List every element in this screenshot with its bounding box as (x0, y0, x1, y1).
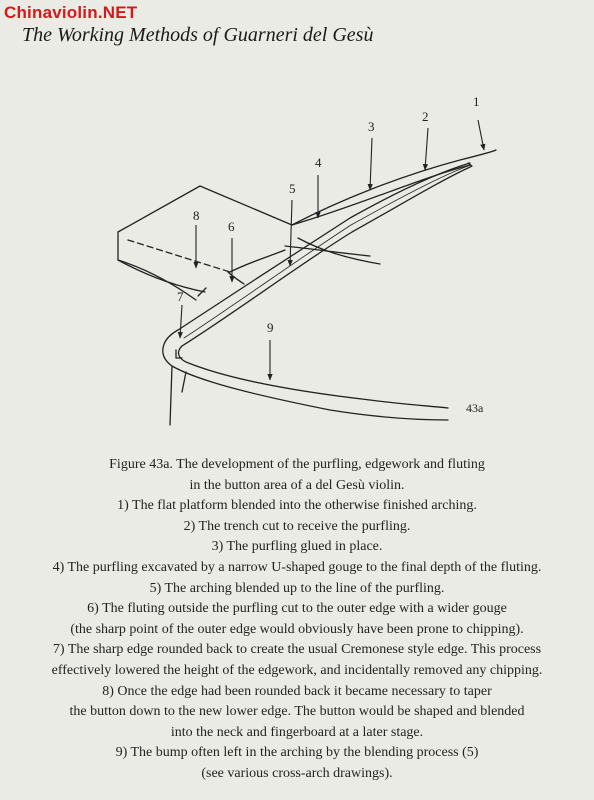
figure-drawing (0, 80, 594, 450)
caption-line: 6) The fluting outside the purfling cut to the outer edge with a wider gouge (87, 601, 507, 617)
purfling-centre (184, 166, 468, 338)
button-side (170, 366, 172, 425)
caption-line: into the neck and fingerboard at a later stage. (170, 724, 424, 740)
figure-caption (0, 455, 594, 785)
caption-line: 4) The purfling excavated by a narrow U-shaped gouge to the final depth of the fluting. (52, 559, 542, 575)
caption-line: (see various cross-arch drawings). (201, 765, 393, 781)
watermark: Chinaviolin.NET (4, 3, 138, 22)
taper-dashed-line (128, 240, 230, 272)
neck-block-top (118, 186, 292, 232)
purfling-outer (178, 163, 470, 330)
caption-line: Figure 43a. The development of the purfling, edgework and fluting (109, 457, 485, 472)
caption-line: the button down to the new lower edge. The button would be shaped and blended (69, 704, 525, 720)
callout-5: 5 (289, 181, 296, 196)
outer-arching-line (292, 150, 496, 225)
caption-line: 1) The flat platform blended into the otherwise finished arching. (117, 498, 477, 514)
callout-6: 6 (228, 219, 235, 234)
caption-line: 7) The sharp edge rounded back to create the usual Cremonese style edge. This process (52, 642, 542, 658)
button-edge (163, 330, 448, 420)
caption-line: 8) Once the edge had been rounded back it became necessary to taper (102, 683, 492, 699)
caption-line: effectively lowered the height of the edgework, and incidentally removed any chipping. (51, 662, 543, 678)
callout-4: 4 (315, 155, 322, 170)
callout-2: 2 (422, 109, 429, 124)
callout-1: 1 (473, 94, 480, 109)
callout-9: 9 (267, 320, 274, 335)
callout-3: 3 (368, 119, 375, 134)
callout-7: 7 (177, 289, 184, 304)
callout-8: 8 (193, 208, 200, 223)
fluting-edge (298, 238, 380, 264)
purfling-inner (182, 168, 468, 346)
caption-line: 3) The purfling glued in place. (211, 539, 383, 555)
caption-line: (the sharp point of the outer edge would obviously have been prone to chipping). (70, 621, 524, 637)
caption-line: in the button area of a del Gesù violin. (189, 477, 405, 493)
button-edge-diagram (0, 80, 594, 450)
caption-line: 2) The trench cut to receive the purfling. (183, 518, 411, 534)
caption-line: 9) The bump often left in the arching by the blending process (5) (115, 745, 479, 761)
running-head: The Working Methods of Guarneri del Gesù (22, 24, 374, 46)
caption-line: 5) The arching blended up to the line of the purfling. (149, 580, 445, 596)
figure-number: 43a (466, 401, 484, 415)
